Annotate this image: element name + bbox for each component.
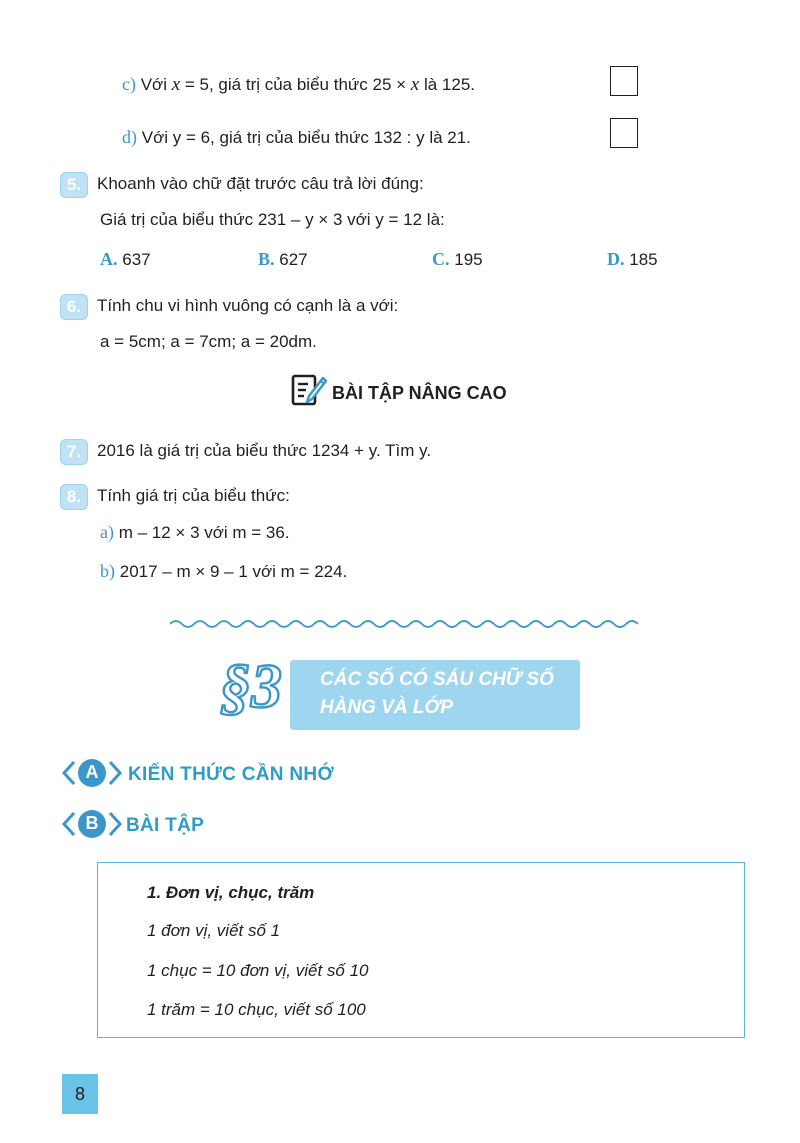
q4c-text-mid: = 5, giá trị của biểu thức 25 × bbox=[180, 75, 411, 94]
q4c-text-post: là 125. bbox=[419, 75, 475, 94]
section-title-line1: CÁC SỐ CÓ SÁU CHỮ SỐ bbox=[320, 669, 554, 690]
q8b-row bbox=[100, 561, 347, 582]
q8a-text: m – 12 × 3 với m = 36. bbox=[118, 523, 290, 542]
q5-option-value: 627 bbox=[279, 250, 308, 269]
q8a-label: a) bbox=[100, 522, 114, 542]
advanced-exercises-title: BÀI TẬP NÂNG CAO bbox=[332, 383, 507, 403]
q4c-label: c) bbox=[122, 74, 136, 94]
q5-option-letter: D. bbox=[607, 249, 625, 269]
knowledge-heading: 1. Đơn vị, chục, trăm bbox=[147, 883, 315, 902]
q7-text: 2016 là giá trị của biểu thức 1234 + y. Tìm y. bbox=[97, 441, 432, 460]
q6-prompt: Tính chu vi hình vuông có cạnh là a với: bbox=[97, 296, 399, 315]
part-b-badge bbox=[60, 809, 124, 839]
q5-question: Giá trị của biểu thức 231 – y × 3 với y = 12 là: bbox=[100, 210, 445, 229]
pencil-note-icon bbox=[290, 372, 328, 410]
q8-prompt: Tính giá trị của biểu thức: bbox=[97, 486, 290, 505]
q4c-checkbox[interactable] bbox=[610, 66, 638, 96]
part-a-badge bbox=[60, 758, 124, 788]
knowledge-line: 1 đơn vị, viết số 1 bbox=[147, 921, 281, 940]
q4d-text: Với y = 6, giá trị của biểu thức 132 : y là 21. bbox=[141, 128, 471, 147]
q5-option-b[interactable] bbox=[258, 249, 308, 270]
q8b-text: 2017 – m × 9 – 1 với m = 224. bbox=[119, 562, 348, 581]
part-a-title: KIẾN THỨC CẦN NHỚ bbox=[128, 764, 334, 785]
q5-number-badge: 5. bbox=[60, 172, 88, 198]
q7-number-badge: 7. bbox=[60, 439, 88, 465]
q5-option-value: 637 bbox=[122, 250, 151, 269]
q8-number-badge: 8. bbox=[60, 484, 88, 510]
q4c-var2: x bbox=[410, 74, 420, 95]
q4c-text-pre: Với bbox=[140, 75, 172, 94]
q8a-row bbox=[100, 522, 290, 543]
q4d-label: d) bbox=[122, 127, 137, 147]
q4d-row bbox=[122, 127, 471, 148]
q6-values: a = 5cm; a = 7cm; a = 20dm. bbox=[100, 332, 317, 351]
q4c-row bbox=[122, 74, 475, 96]
q4c-var: x bbox=[171, 74, 181, 95]
knowledge-line: 1 trăm = 10 chục, viết số 100 bbox=[147, 1000, 366, 1019]
q5-option-c[interactable] bbox=[432, 249, 483, 270]
part-b-letter: B bbox=[85, 813, 99, 833]
page-number: 8 bbox=[62, 1074, 98, 1114]
section-mark: §3 bbox=[220, 653, 282, 721]
section-title-line2: HÀNG VÀ LỚP bbox=[320, 697, 454, 718]
q5-option-letter: B. bbox=[258, 249, 275, 269]
part-b-title: BÀI TẬP bbox=[126, 815, 205, 836]
part-a-letter: A bbox=[85, 762, 99, 782]
wavy-divider bbox=[170, 616, 640, 630]
q5-option-letter: C. bbox=[432, 249, 450, 269]
q8b-label: b) bbox=[100, 561, 115, 581]
q5-option-value: 185 bbox=[629, 250, 658, 269]
q6-number-badge: 6. bbox=[60, 294, 88, 320]
q4d-checkbox[interactable] bbox=[610, 118, 638, 148]
q5-option-letter: A. bbox=[100, 249, 118, 269]
q5-option-a[interactable] bbox=[100, 249, 151, 270]
knowledge-line: 1 chục = 10 đơn vị, viết số 10 bbox=[147, 961, 369, 980]
q5-prompt: Khoanh vào chữ đặt trước câu trả lời đúng: bbox=[97, 174, 424, 193]
q5-option-d[interactable] bbox=[607, 249, 658, 270]
q5-option-value: 195 bbox=[454, 250, 483, 269]
